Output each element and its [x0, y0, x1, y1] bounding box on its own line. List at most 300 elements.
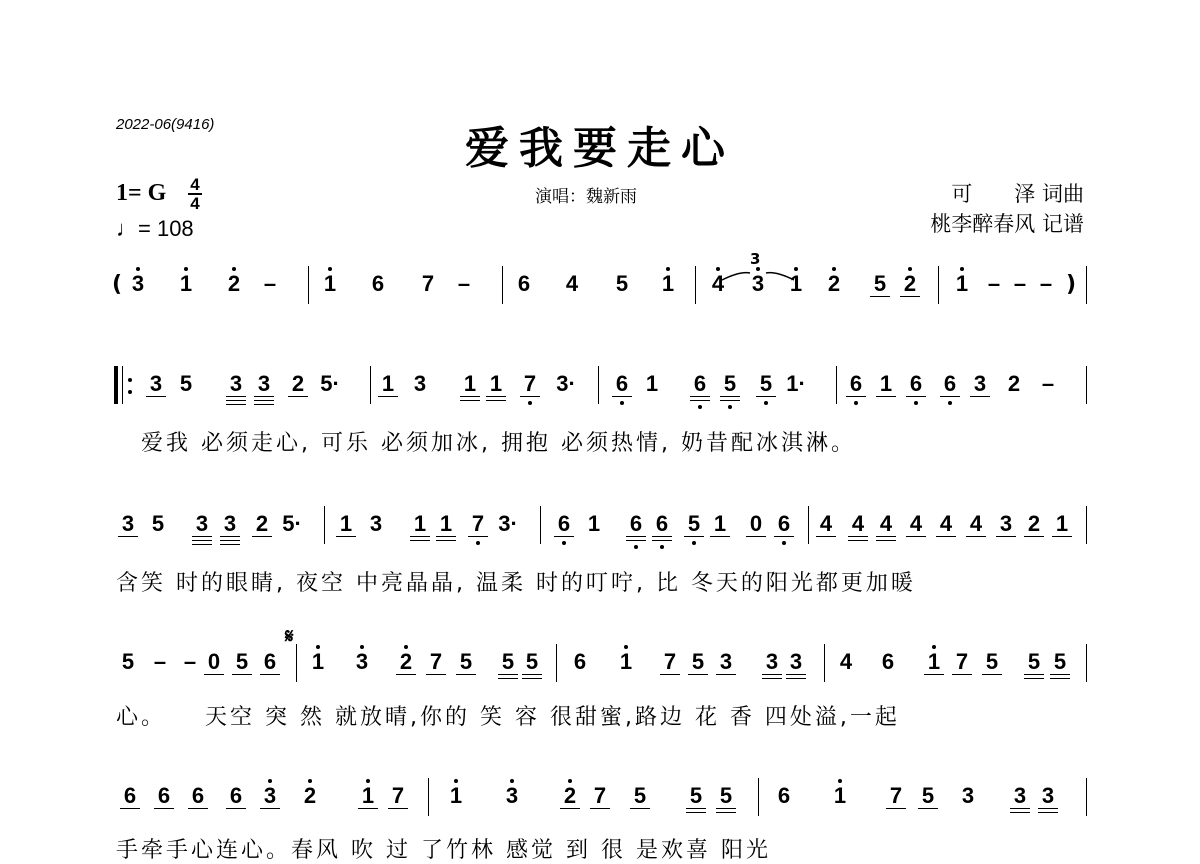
line4-dash: –: [153, 649, 167, 674]
tempo-marking: ♩= 108: [116, 216, 194, 241]
rhythm-underline: [940, 396, 960, 397]
line2-dash: –: [1041, 371, 1055, 396]
rhythm-underline: [786, 678, 806, 679]
bar-line: [1086, 778, 1087, 816]
rhythm-underline: [1024, 536, 1044, 537]
rhythm-underline: [626, 540, 646, 541]
line4-note: 7: [429, 649, 443, 674]
line1-dash: –: [1039, 271, 1053, 296]
line1-note: 6: [371, 271, 385, 296]
rhythm-underline: [1010, 808, 1030, 809]
bar-line: [540, 506, 541, 544]
rhythm-underline: [720, 396, 740, 397]
rhythm-underline: [918, 808, 938, 809]
octave-up-dot: [932, 645, 936, 649]
line1-note: 1: [789, 271, 803, 296]
rhythm-underline: [388, 808, 408, 809]
rhythm-underline: [120, 808, 140, 809]
repeat-thick-bar: [114, 366, 118, 404]
line4-note: 5: [235, 649, 249, 674]
rhythm-underline: [716, 812, 736, 813]
octave-up-dot: [832, 267, 836, 271]
line3-note: 4: [819, 511, 833, 536]
song-code: 2022-06(9416): [116, 116, 215, 133]
singer-credit: 演唱：魏新雨: [535, 187, 637, 207]
rhythm-underline: [410, 540, 430, 541]
bar-line: [428, 778, 429, 816]
line4-note: 3: [765, 649, 779, 674]
rhythm-underline: [232, 674, 252, 675]
rhythm-underline: [520, 396, 540, 397]
line5-note: 1: [449, 783, 463, 808]
rhythm-underline: [876, 540, 896, 541]
octave-up-dot: [624, 645, 628, 649]
octave-down-dot: [854, 401, 858, 405]
line2-note: 1·: [786, 371, 806, 396]
time-signature: [188, 176, 202, 212]
rhythm-underline: [522, 678, 542, 679]
line5-note: 6: [123, 783, 137, 808]
line5-note: 5: [719, 783, 733, 808]
line3-note: 6: [777, 511, 791, 536]
lyric-line-4: 心。 天空 突 然 就放晴,你的 笑 容 很甜蜜,路边 花 香 四处溢,一起: [116, 705, 900, 730]
line2-note: 1: [463, 371, 477, 396]
line5-note: 1: [361, 783, 375, 808]
octave-up-dot: [316, 645, 320, 649]
rhythm-underline: [906, 396, 926, 397]
bar-line: [502, 266, 503, 304]
rhythm-underline: [1024, 674, 1044, 675]
rhythm-underline: [1038, 808, 1058, 809]
line1-note: 2: [227, 271, 241, 296]
line3-note: 7: [471, 511, 485, 536]
rhythm-underline: [900, 296, 920, 297]
rhythm-underline: [154, 808, 174, 809]
rhythm-underline: [762, 678, 782, 679]
lyric-line-5: 手牵手心连心。春风 吹 过 了竹林 感觉 到 很 是欢喜 阳光: [116, 838, 771, 863]
octave-up-dot: [838, 779, 842, 783]
line3-note: 6: [655, 511, 669, 536]
line3-note: 4: [879, 511, 893, 536]
rhythm-underline: [436, 540, 456, 541]
octave-up-dot: [268, 779, 272, 783]
line3-note: 1: [713, 511, 727, 536]
rhythm-underline: [498, 678, 518, 679]
rhythm-underline: [220, 544, 240, 545]
bar-line: [758, 778, 759, 816]
segno-sign: 𝄋: [285, 624, 294, 648]
rhythm-underline: [936, 536, 956, 537]
line3-rest: 0: [749, 511, 763, 536]
rhythm-underline: [756, 396, 776, 397]
rhythm-underline: [1024, 678, 1044, 679]
octave-up-dot: [666, 267, 670, 271]
line2-note: 5: [759, 371, 773, 396]
rhythm-underline: [720, 400, 740, 401]
line3-note: 6: [629, 511, 643, 536]
bar-line: [556, 644, 557, 682]
line4-note: 5: [501, 649, 515, 674]
octave-down-dot: [764, 401, 768, 405]
line3-note: 1: [413, 511, 427, 536]
rhythm-underline: [612, 396, 632, 397]
rhythm-underline: [630, 808, 650, 809]
rhythm-underline: [816, 536, 836, 537]
line5-note: 3: [961, 783, 975, 808]
rhythm-underline: [886, 808, 906, 809]
line1-note: 1: [955, 271, 969, 296]
line4-note: 1: [311, 649, 325, 674]
rhythm-underline: [498, 674, 518, 675]
line4-dash: –: [183, 649, 197, 674]
line2-note: 3: [229, 371, 243, 396]
rhythm-underline: [460, 396, 480, 397]
line1-dash: –: [987, 271, 1001, 296]
line3-note: 3: [223, 511, 237, 536]
key-signature: 1= G: [116, 180, 167, 206]
octave-up-dot: [908, 267, 912, 271]
rhythm-underline: [204, 674, 224, 675]
line1-note: 2: [903, 271, 917, 296]
rhythm-underline: [1050, 674, 1070, 675]
rhythm-underline: [288, 396, 308, 397]
rhythm-underline: [426, 674, 446, 675]
line1-dash: –: [457, 271, 471, 296]
rhythm-underline: [192, 536, 212, 537]
octave-down-dot: [698, 405, 702, 409]
line2-note: 1: [381, 371, 395, 396]
line2-note: 3: [413, 371, 427, 396]
line5-note: 6: [777, 783, 791, 808]
rhythm-underline: [970, 396, 990, 397]
rhythm-underline: [468, 536, 488, 537]
octave-down-dot: [660, 545, 664, 549]
rhythm-underline: [846, 396, 866, 397]
line4-note: 1: [619, 649, 633, 674]
octave-up-dot: [308, 779, 312, 783]
line2-note: 5·: [320, 371, 340, 396]
rhythm-underline: [870, 296, 890, 297]
octave-up-dot: [360, 645, 364, 649]
rhythm-underline: [906, 536, 926, 537]
rhythm-underline: [146, 396, 166, 397]
line1-note: 1: [323, 271, 337, 296]
rhythm-underline: [252, 536, 272, 537]
line4-note: 5: [121, 649, 135, 674]
line1-note: 1: [179, 271, 193, 296]
rhythm-underline: [952, 674, 972, 675]
line5-note: 1: [833, 783, 847, 808]
line1-note: 2: [827, 271, 841, 296]
line3-note: 4: [909, 511, 923, 536]
line2-note: 2: [1007, 371, 1021, 396]
rhythm-underline: [590, 808, 610, 809]
line3-note: 5: [151, 511, 165, 536]
line3-note: 1: [439, 511, 453, 536]
line3-note: 1: [339, 511, 353, 536]
line3-note: 4: [939, 511, 953, 536]
line1-dash: –: [1013, 271, 1027, 296]
line3-note: 1: [1055, 511, 1069, 536]
bar-line: [308, 266, 309, 304]
line2-note: 6: [615, 371, 629, 396]
rhythm-underline: [560, 808, 580, 809]
rhythm-underline: [684, 536, 704, 537]
line4-note: 3: [719, 649, 733, 674]
line1-note: 4: [565, 271, 579, 296]
octave-down-dot: [634, 545, 638, 549]
line4-note: 5: [525, 649, 539, 674]
bar-line: [1086, 644, 1087, 682]
rhythm-underline: [688, 674, 708, 675]
rhythm-underline: [436, 536, 456, 537]
bar-line: [1086, 506, 1087, 544]
line3-note: 3: [999, 511, 1013, 536]
octave-up-dot: [568, 779, 572, 783]
rhythm-underline: [660, 674, 680, 675]
triplet-arc: [720, 271, 796, 281]
line3-note: 5·: [282, 511, 302, 536]
rhythm-underline: [1050, 678, 1070, 679]
song-title: 爱我要走心: [465, 123, 735, 174]
line3-note: 3: [369, 511, 383, 536]
rhythm-underline: [522, 674, 542, 675]
open-paren: (: [112, 272, 123, 297]
octave-down-dot: [728, 405, 732, 409]
octave-up-dot: [328, 267, 332, 271]
line5-note: 2: [303, 783, 317, 808]
rhythm-underline: [762, 674, 782, 675]
octave-down-dot: [948, 401, 952, 405]
line5-note: 3: [1013, 783, 1027, 808]
line3-note: 3·: [498, 511, 518, 536]
rhythm-underline: [396, 674, 416, 675]
bar-line: [808, 506, 809, 544]
octave-down-dot: [782, 541, 786, 545]
line2-note: 1: [489, 371, 503, 396]
line2-note: 6: [849, 371, 863, 396]
rhythm-underline: [710, 536, 730, 537]
rhythm-underline: [716, 674, 736, 675]
rhythm-underline: [254, 404, 274, 405]
line5-note: 7: [593, 783, 607, 808]
line4-note: 5: [985, 649, 999, 674]
rhythm-underline: [226, 808, 246, 809]
line1-note: 3: [751, 271, 765, 296]
line1-note: 1: [661, 271, 675, 296]
line5-note: 5: [633, 783, 647, 808]
rhythm-underline: [226, 404, 246, 405]
bar-line: [1086, 366, 1087, 404]
octave-up-dot: [510, 779, 514, 783]
rhythm-underline: [1010, 812, 1030, 813]
bar-line: [1086, 266, 1087, 304]
rhythm-underline: [652, 540, 672, 541]
line5-note: 5: [689, 783, 703, 808]
line1-note: 6: [517, 271, 531, 296]
repeat-thin-bar: [122, 366, 123, 404]
rhythm-underline: [774, 536, 794, 537]
line3-note: 6: [557, 511, 571, 536]
bar-line: [695, 266, 696, 304]
line2-note: 2: [291, 371, 305, 396]
line1-note: 7: [421, 271, 435, 296]
line1-note: 4: [711, 271, 725, 296]
bar-line: [824, 644, 825, 682]
rhythm-underline: [378, 396, 398, 397]
bar-line: [296, 644, 297, 682]
rhythm-underline: [188, 808, 208, 809]
line4-note: 1: [927, 649, 941, 674]
repeat-dot: [128, 390, 132, 394]
line2-note: 1: [879, 371, 893, 396]
line1-note: 3: [131, 271, 145, 296]
rhythm-underline: [336, 536, 356, 537]
rhythm-underline: [254, 396, 274, 397]
rhythm-underline: [848, 540, 868, 541]
rhythm-underline: [966, 536, 986, 537]
rhythm-underline: [690, 396, 710, 397]
bar-line: [836, 366, 837, 404]
line2-note: 5: [723, 371, 737, 396]
rhythm-underline: [652, 536, 672, 537]
line3-note: 1: [587, 511, 601, 536]
line2-note: 5: [179, 371, 193, 396]
lyric-line-3: 含笑 时的眼睛, 夜空 中亮晶晶, 温柔 时的叮咛, 比 冬天的阳光都更加暖: [116, 571, 916, 596]
line2-note: 3: [149, 371, 163, 396]
line3-note: 3: [195, 511, 209, 536]
rhythm-underline: [848, 536, 868, 537]
line5-note: 6: [157, 783, 171, 808]
line4-note: 3: [355, 649, 369, 674]
bar-line: [598, 366, 599, 404]
octave-down-dot: [562, 541, 566, 545]
lyric-line-2: 爱我 必须走心, 可乐 必须加冰, 拥抱 必须热情, 奶昔配冰淇淋。: [116, 431, 856, 456]
line3-note: 2: [255, 511, 269, 536]
rhythm-underline: [118, 536, 138, 537]
octave-up-dot: [232, 267, 236, 271]
rhythm-underline: [554, 536, 574, 537]
rhythm-underline: [1052, 536, 1072, 537]
line4-note: 7: [955, 649, 969, 674]
time-signature-top: 4: [190, 175, 200, 194]
octave-down-dot: [528, 401, 532, 405]
notation-credit: 桃李醉春风 记谱: [930, 212, 1084, 236]
close-paren: ): [1066, 272, 1077, 297]
line5-note: 2: [563, 783, 577, 808]
octave-up-dot: [960, 267, 964, 271]
line4-rest: 0: [207, 649, 221, 674]
bar-line: [370, 366, 371, 404]
line5-note: 5: [921, 783, 935, 808]
octave-up-dot: [454, 779, 458, 783]
line5-note: 6: [191, 783, 205, 808]
rhythm-underline: [626, 536, 646, 537]
line2-note: 1: [645, 371, 659, 396]
rhythm-underline: [486, 400, 506, 401]
rhythm-underline: [996, 536, 1016, 537]
rhythm-underline: [486, 396, 506, 397]
line1-dash: –: [263, 271, 277, 296]
line2-note: 3·: [556, 371, 576, 396]
octave-up-dot: [366, 779, 370, 783]
octave-up-dot: [136, 267, 140, 271]
line4-note: 3: [789, 649, 803, 674]
rhythm-underline: [876, 396, 896, 397]
octave-up-dot: [404, 645, 408, 649]
line4-note: 4: [839, 649, 853, 674]
rhythm-underline: [786, 674, 806, 675]
rhythm-underline: [220, 540, 240, 541]
rhythm-underline: [410, 536, 430, 537]
octave-down-dot: [914, 401, 918, 405]
octave-down-dot: [620, 401, 624, 405]
line5-note: 3: [505, 783, 519, 808]
rhythm-underline: [982, 674, 1002, 675]
line3-note: 4: [851, 511, 865, 536]
line2-note: 6: [693, 371, 707, 396]
rhythm-underline: [226, 400, 246, 401]
line2-note: 3: [973, 371, 987, 396]
rhythm-underline: [358, 808, 378, 809]
rhythm-underline: [254, 400, 274, 401]
rhythm-underline: [460, 400, 480, 401]
triplet-mark: 3: [750, 250, 761, 268]
line4-note: 5: [459, 649, 473, 674]
bar-line: [324, 506, 325, 544]
line4-note: 6: [573, 649, 587, 674]
line5-note: 3: [263, 783, 277, 808]
octave-down-dot: [476, 541, 480, 545]
rhythm-underline: [192, 544, 212, 545]
rhythm-underline: [686, 812, 706, 813]
rhythm-underline: [226, 396, 246, 397]
rhythm-underline: [192, 540, 212, 541]
rhythm-underline: [876, 536, 896, 537]
rhythm-underline: [456, 674, 476, 675]
line3-note: 3: [121, 511, 135, 536]
rhythm-underline: [690, 400, 710, 401]
line4-note: 5: [1053, 649, 1067, 674]
line1-note: 5: [873, 271, 887, 296]
line5-note: 3: [1041, 783, 1055, 808]
rhythm-underline: [260, 808, 280, 809]
octave-down-dot: [692, 541, 696, 545]
line5-note: 6: [229, 783, 243, 808]
line3-note: 5: [687, 511, 701, 536]
line5-note: 7: [391, 783, 405, 808]
repeat-dot: [128, 378, 132, 382]
rhythm-underline: [686, 808, 706, 809]
line4-note: 6: [881, 649, 895, 674]
rhythm-underline: [260, 674, 280, 675]
line2-note: 6: [943, 371, 957, 396]
rhythm-underline: [746, 536, 766, 537]
bar-line: [938, 266, 939, 304]
octave-up-dot: [184, 267, 188, 271]
line4-note: 5: [691, 649, 705, 674]
line2-note: 3: [257, 371, 271, 396]
line1-note: 5: [615, 271, 629, 296]
line4-note: 5: [1027, 649, 1041, 674]
line4-note: 6: [263, 649, 277, 674]
line3-note: 4: [969, 511, 983, 536]
line2-note: 7: [523, 371, 537, 396]
rhythm-underline: [716, 808, 736, 809]
line3-note: 2: [1027, 511, 1041, 536]
time-signature-bottom: 4: [190, 194, 200, 213]
line4-note: 2: [399, 649, 413, 674]
